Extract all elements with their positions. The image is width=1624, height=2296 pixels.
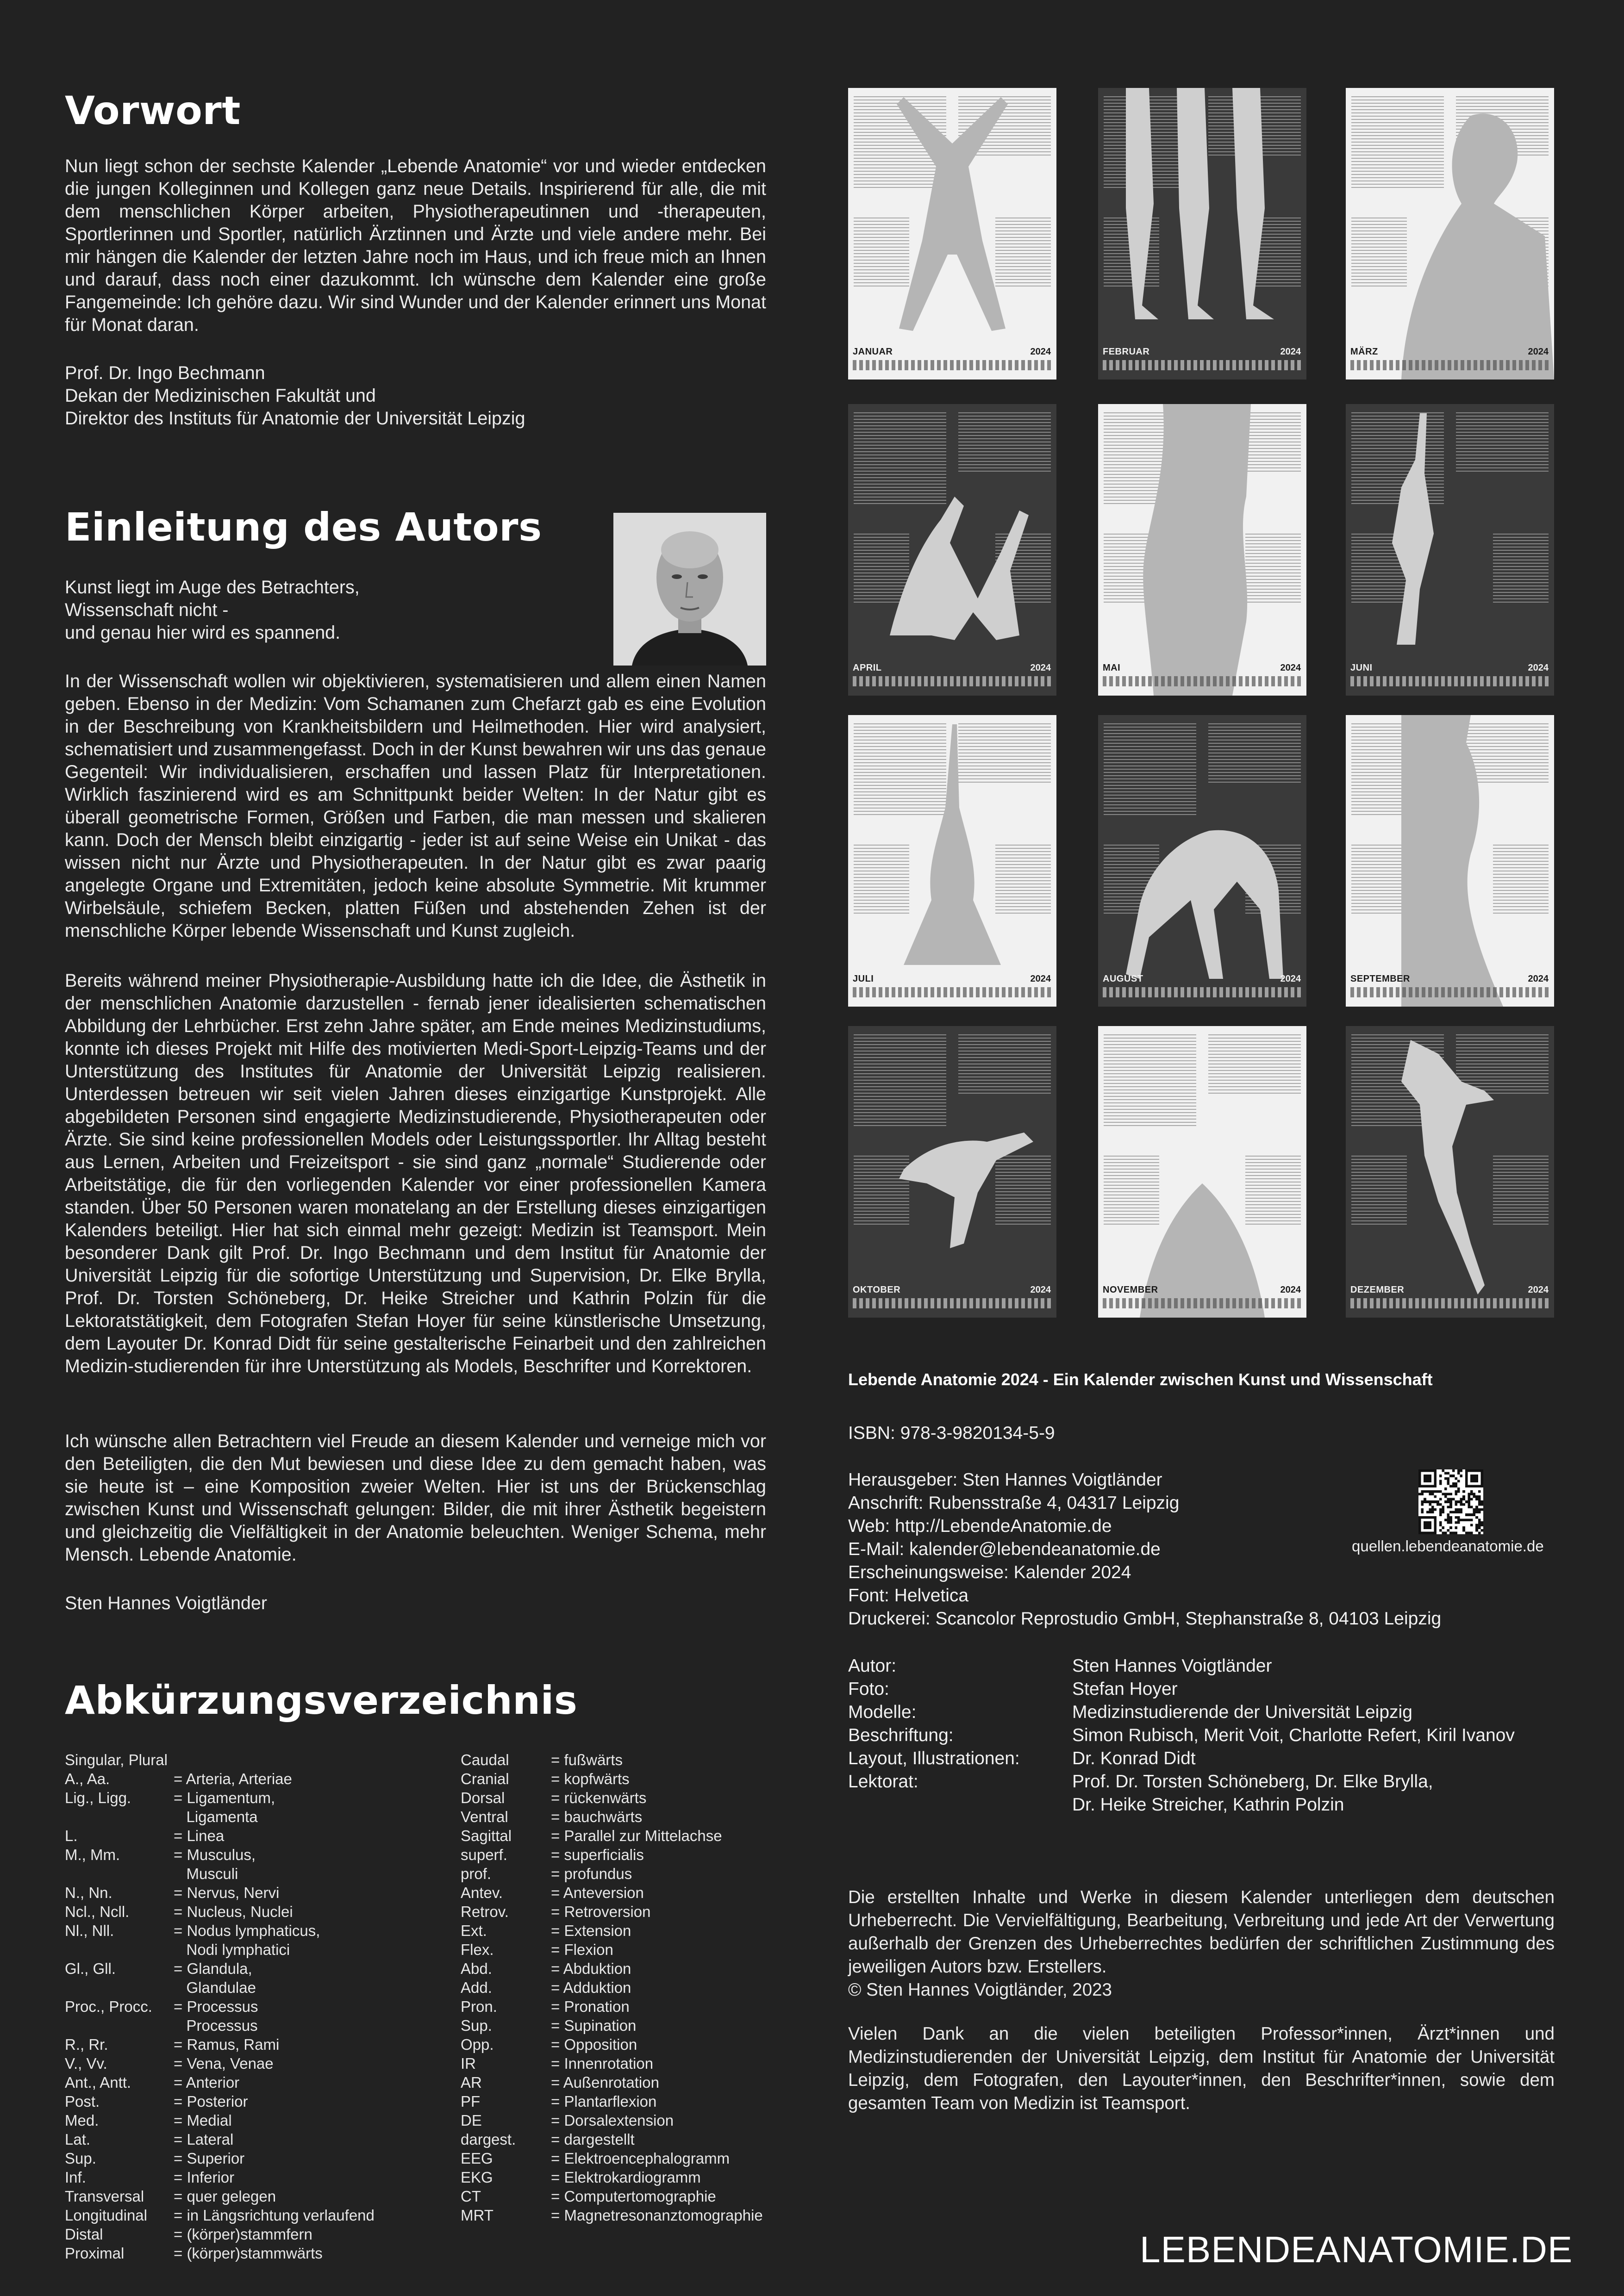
abbreviation-row: [65, 2225, 375, 2244]
website-wordmark[interactable]: LEBENDEANATOMIE.DE: [1140, 2229, 1573, 2270]
abbreviation-meaning: = Elektrokardiogramm: [551, 2169, 701, 2186]
abbreviation-row: [461, 1750, 763, 1769]
abbreviation: Transversal: [65, 2188, 144, 2205]
publisher-line: Herausgeber: Sten Hannes Voigtländer: [848, 1470, 1162, 1490]
calendar-page-januar: [848, 88, 1056, 380]
calendar-photo: [848, 1026, 1056, 1318]
abbreviation: Cranial: [461, 1770, 509, 1787]
qr-code[interactable]: [1418, 1469, 1483, 1534]
publisher-line: Erscheinungsweise: Kalender 2024: [848, 1562, 1131, 1582]
abbreviation-meaning: = Flexion: [551, 1941, 613, 1958]
abbreviation-row: [65, 2244, 375, 2263]
credit-value: Sten Hannes Voigtländer: [1072, 1656, 1272, 1676]
abbreviation: IR: [461, 2055, 476, 2072]
abbreviation: Opp.: [461, 2036, 494, 2053]
anatomy-figure: [1401, 114, 1554, 380]
credit-role: Beschriftung:: [848, 1725, 954, 1745]
calendar-page-april: [848, 404, 1056, 696]
abbreviation-meaning: = Superior: [174, 2150, 245, 2167]
abbreviation-row: [65, 1883, 375, 1902]
abbreviation-row: [461, 2130, 763, 2149]
abbreviation-row: [461, 2187, 763, 2206]
credit-row: [848, 1747, 1515, 1770]
abbreviation-row: [65, 1997, 375, 2035]
abbreviation-meaning: = dargestellt: [551, 2131, 635, 2148]
abbreviation: R., Rr.: [65, 2036, 108, 2053]
calendar-month-label: MAI: [1103, 663, 1121, 673]
abbreviation-row: [65, 1788, 375, 1826]
abbreviation-meaning: = Musculus, Musculi: [174, 1846, 256, 1882]
calendar-month-label: APRIL: [853, 663, 882, 673]
abbreviation-meaning: = fußwärts: [551, 1751, 623, 1768]
calendar-page-september: [1346, 715, 1554, 1007]
calendar-month-label: FEBRUAR: [1103, 347, 1150, 357]
abbreviation-meaning: = Dorsalextension: [551, 2112, 674, 2129]
credit-row: [848, 1724, 1515, 1747]
abbreviation-row: [461, 2092, 763, 2111]
anatomy-figure: [890, 497, 1029, 640]
abbreviation: N., Nn.: [65, 1884, 112, 1901]
vorwort-paragraph: Nun liegt schon der sechste Kalender „Lebende Anatomie“ vor und wieder entdecken die jungen Kolleginnen und Kollegen ganz neue Details. Inspirierend für alle, die mit dem menschlichen Körper arbeiten, Physiotherapeutinnen und -therapeuten, Sportlerinnen und Sportler, natürlich Ärztinnen und Ärzte und viele andere mehr. Bei mir hängen die Kalender der letzten Jahre noch im Haus, und ich freue mich an Ihnen und darauf, dass noch einer dazukommt. Ich wünsche dem Kalender eine große Fangemeinde: Ich gehöre dazu. Wir sind Wunder und der Kalender erinnert uns Monat für Monat daran.: [65, 156, 766, 335]
publisher-line: Web: http://LebendeAnatomie.de: [848, 1516, 1112, 1536]
calendar-year-label: 2024: [1280, 1285, 1301, 1295]
abbreviation-row: [461, 2149, 763, 2168]
vorwort-signature: [65, 362, 525, 430]
abbreviation: Ext.: [461, 1922, 487, 1939]
abbreviation: Proc., Procc.: [65, 1998, 152, 2015]
calendar-day-strip: [853, 360, 1052, 370]
calendar-day-strip: [1350, 987, 1549, 997]
credit-row: [848, 1655, 1515, 1678]
paragraph-text: Bereits während meiner Physiotherapie-Ausbildung hatte ich die Idee, die Ästhetik in der menschlichen Anatomie darzustellen - fernab jener idealisierten schematischen Abbildung der Lehrbücher. Erst zehn Jahre später, am Ende meines Medizinstudiums, konnte ich dieses Projekt mit Hilfe des motivierten Medi-Sport-Leipzig-Teams und der Unterstützung des Institutes für Anatomie der Universität Leipzig realisieren. Unterdessen betreuen wir seit vielen Jahren dieses einzigartige Kunstprojekt. Alle abgebildeten Personen sind engagierte Medizinstudierende, Physiotherapeuten oder Ärzte. Sie sind keine professionellen Models oder Leistungssportler. Ihr Alltag besteht aus Lernen, Arbeiten und Freizeitsport - sie sind ganz „normale“ Studierende oder Arbeitstätige, die für den vorliegenden Kalender vor einer professionellen Kamera standen. Über 50 Personen waren monatelang an der Erstellung dieses einzigartigen Kalenders beteiligt. Hier hat sich einmal mehr gezeigt: Medizin ist Teamsport. Mein besonderer Dank gilt Prof. Dr. Ingo Bechmann und dem Institut für Anatomie der Universität Leipzig für die sofortige Unterstützung und Supervision, Dr. Elke Brylla, Prof. Dr. Torsten Schöneberg, Dr. Heike Streicher und Kathrin Polzin für die Lektoratstätigkeit, dem Fotografen Stefan Hoyer für seine künstlerische Umsetzung, dem Layouter Dr. Konrad Didt für seine gestalterische Feinarbeit und den zahlreichen Medizin-studierenden für ihre Unterstützung als Models, Beschrifter und Korrektoren.: [65, 971, 766, 1376]
calendar-photo: [1346, 715, 1554, 1007]
calendar-day-strip: [853, 987, 1052, 997]
abbreviation-meaning: = Vena, Venae: [174, 2055, 274, 2072]
abbreviation-row: [461, 1883, 763, 1902]
publisher-line: E-Mail: kalender@lebendeanatomie.de: [848, 1539, 1161, 1559]
calendar-photo: [1098, 715, 1306, 1007]
abbreviation: Lat.: [65, 2131, 91, 2148]
calendar-year-label: 2024: [1280, 347, 1301, 357]
abbreviation-meaning: = Nucleus, Nuclei: [174, 1903, 293, 1920]
abbreviation-meaning: = Opposition: [551, 2036, 637, 2053]
credit-row: [848, 1701, 1515, 1724]
calendar-month-label: MÄRZ: [1350, 347, 1378, 357]
abbreviation-meaning: = Nervus, Nervi: [174, 1884, 280, 1901]
calendar-year-label: 2024: [1030, 347, 1051, 357]
abbreviation-meaning: = Lateral: [174, 2131, 234, 2148]
qr-code-label: quellen.lebendeanatomie.de: [1352, 1537, 1544, 1555]
abbreviation-row: [461, 2035, 763, 2054]
abbreviation-meaning: = (körper)stammwärts: [174, 2245, 323, 2262]
anatomy-figure: [904, 724, 1001, 965]
copyright-notice: [848, 1886, 1555, 2002]
abbreviation: Ncl., Ncll.: [65, 1903, 130, 1920]
abbreviation: M., Mm.: [65, 1846, 120, 1863]
abbreviation-meaning: = Ramus, Rami: [174, 2036, 280, 2053]
abbreviation-meaning: = profundus: [551, 1865, 632, 1882]
abbreviation: Gl., Gll.: [65, 1960, 116, 1977]
anatomy-figure: [1126, 88, 1274, 319]
abbreviation: PF: [461, 2093, 481, 2110]
abbreviation-row: [65, 1845, 375, 1883]
abbreviation-meaning: = Medial: [174, 2112, 232, 2129]
thanks-text: Vielen Dank an die vielen beteiligten Professor*innen, Ärzt*innen und Medizinstudierenden der Universität Leipzig, dem Institut für Anatomie der Universität Leipzig, dem Fotografen, den Layouter*innen, den Beschrifter*innen, sowie dem gesamten Team von Medizin ist Teamsport.: [848, 2024, 1555, 2113]
calendar-year-label: 2024: [1280, 974, 1301, 984]
abbreviation-header: Singular, Plural: [65, 1751, 168, 1768]
abbreviation-list-right: [461, 1750, 763, 2225]
abbreviation: Proximal: [65, 2245, 125, 2262]
abbreviation-meaning: = Arteria, Arteriae: [174, 1770, 292, 1787]
abbreviation-meaning: = Extension: [551, 1922, 631, 1939]
publisher-line: Druckerei: Scancolor Reprostudio GmbH, Stephanstraße 8, 04103 Leipzig: [848, 1609, 1442, 1629]
calendar-photo: [848, 88, 1056, 380]
abbreviation-row: [65, 2035, 375, 2054]
abbreviation: Sup.: [65, 2150, 96, 2167]
abbreviation-row: [65, 2130, 375, 2149]
credit-role: Layout, Illustrationen:: [848, 1748, 1020, 1768]
abbreviation-row: [65, 2111, 375, 2130]
einleitung-intro: [65, 576, 360, 644]
credit-role: Autor:: [848, 1656, 897, 1676]
signature-line: Direktor des Instituts für Anatomie der Universität Leipzig: [65, 408, 525, 429]
copyright-text: Die erstellten Inhalte und Werke in diesem Kalender unterliegen dem deutschen Urheberrecht. Die Vervielfältigung, Bearbeitung, Verbreitung und jede Art der Verwertung außerhalb der Grenzen des Urheberrechtes bedürfen der schriftlichen Zustimmung des jeweiligen Autors bzw. Erstellers.: [848, 1887, 1555, 1977]
abbreviation: Post.: [65, 2093, 100, 2110]
calendar-month-label: OKTOBER: [853, 1285, 901, 1295]
abbreviation-row: [65, 2073, 375, 2092]
anatomy-figure: [899, 1132, 1033, 1248]
calendar-photo: [848, 404, 1056, 696]
abbreviation: AR: [461, 2074, 482, 2091]
paragraph-text: In der Wissenschaft wollen wir objektivieren, systematisieren und allem einen Namen geben. Ebenso in der Medizin: Vom Schamanen zum Chefarzt gab es eine Evolution in der Beschreibung von Krankheitsbildern und Heilmethoden. Hier wird analysiert, schematisiert und zusammengefasst. Doch in der Kunst bewahren wir uns das genaue Gegenteil: Wir individualisieren, erschaffen und lassen Platz für Interpretationen. Wirklich faszinierend wird es am Schnittpunkt beider Welten: In der Natur gibt es überall geometrische Formen, Größen und Farben, die man messen und skalieren kann. Doch der Mensch bleibt einzigartig - jeder ist auf seine Weise ein Unikat - das wissen nicht nur Ärzte und Physiotherapeuten. In der Natur gibt es zwar paarig angelegte Organe und Extremitäten, jedoch keine absolute Symmetrie. Mit krummer Wirbelsäule, schiefem Becken, platten Füßen und abstehenden Zehen ist der menschliche Körper lebende Wissenschaft und Kunst zugleich.: [65, 671, 766, 941]
abbreviation-meaning: = Parallel zur Mittelachse: [551, 1827, 722, 1844]
abbreviation-row: [461, 2206, 763, 2225]
abbreviation-row: [461, 1845, 763, 1864]
intro-line: und genau hier wird es spannend.: [65, 622, 341, 643]
calendar-photo: [1346, 88, 1554, 380]
credit-value: Stefan Hoyer: [1072, 1679, 1178, 1699]
abbreviation-row: [65, 1826, 375, 1845]
abbreviation-meaning: = superficialis: [551, 1846, 644, 1863]
calendar-month-label: SEPTEMBER: [1350, 974, 1410, 984]
credit-role: [848, 1793, 1072, 1817]
abbreviation-meaning: = Computertomographie: [551, 2188, 716, 2205]
abbreviation: Add.: [461, 1979, 492, 1996]
calendar-month-label: AUGUST: [1103, 974, 1143, 984]
abbreviation-row: [65, 2092, 375, 2111]
einleitung-paragraph-2: [65, 970, 766, 1378]
abbreviation-row: [461, 1997, 763, 2016]
abbreviation-row: [461, 1902, 763, 1921]
anatomy-figure: [897, 97, 1008, 331]
calendar-month-label: DEZEMBER: [1350, 1285, 1405, 1295]
abbreviation: Dorsal: [461, 1789, 505, 1806]
calendar-page-juli: [848, 715, 1056, 1007]
credit-value: Dr. Heike Streicher, Kathrin Polzin: [1072, 1795, 1344, 1815]
abbreviation: Inf.: [65, 2169, 86, 2186]
abbreviation-row: [65, 1902, 375, 1921]
abbreviation-meaning: = Adduktion: [551, 1979, 631, 1996]
abbreviation-row: [65, 2149, 375, 2168]
signature-line: Prof. Dr. Ingo Bechmann: [65, 363, 265, 383]
abbreviation-row: [461, 1959, 763, 1978]
abbreviation: Pron.: [461, 1998, 497, 2015]
anatomy-figure: [1140, 1183, 1265, 1318]
abbreviation-row: [461, 1807, 763, 1826]
author-portrait-photo: [613, 513, 766, 666]
abbreviation-row: [461, 2111, 763, 2130]
abbreviation: prof.: [461, 1865, 492, 1882]
abbreviation: Longitudinal: [65, 2207, 147, 2224]
einleitung-paragraph-3: [65, 1430, 766, 1566]
calendar-month-label: JUNI: [1350, 663, 1373, 673]
abbreviation-row: [461, 1826, 763, 1845]
calendar-page-november: [1098, 1026, 1306, 1318]
abbreviation-row: [461, 2168, 763, 2187]
credit-role: Modelle:: [848, 1702, 917, 1722]
credit-value: Medizinstudierende der Universität Leipzig: [1072, 1702, 1412, 1722]
calendar-year-label: 2024: [1528, 347, 1549, 357]
abbreviation: Lig., Ligg.: [65, 1789, 131, 1806]
einleitung-heading: Einleitung des Autors: [65, 504, 542, 550]
calendar-page-februar: [1098, 88, 1306, 380]
abbreviation-row: [461, 1978, 763, 1997]
calendar-photo: [1098, 88, 1306, 380]
abbreviation-meaning: = Pronation: [551, 1998, 630, 2015]
calendar-page-dezember: [1346, 1026, 1554, 1318]
calendar-photo: [1098, 404, 1306, 696]
abbreviation: EEG: [461, 2150, 493, 2167]
abbreviation-list-left: [65, 1750, 375, 2263]
abbreviation-meaning: = Linea: [174, 1827, 225, 1844]
credit-role: Lektorat:: [848, 1772, 918, 1792]
abbreviation-meaning: = Ligamentum, Ligamenta: [174, 1789, 275, 1825]
credits-table: [848, 1655, 1515, 1817]
anatomy-figure: [1126, 830, 1283, 979]
credit-row: [848, 1678, 1515, 1701]
abbreviation-meaning: = Processus Processus: [174, 1998, 258, 2034]
abbreviation: Antev.: [461, 1884, 503, 1901]
abbreviation: Retrov.: [461, 1903, 509, 1920]
abbreviation: Flex.: [461, 1941, 494, 1958]
abbreviation: A., Aa.: [65, 1770, 110, 1787]
intro-line: Kunst liegt im Auge des Betrachters,: [65, 577, 360, 597]
calendar-year-label: 2024: [1528, 663, 1549, 673]
credit-value: Dr. Konrad Didt: [1072, 1748, 1196, 1768]
calendar-page-juni: [1346, 404, 1554, 696]
abbreviation-meaning: = rückenwärts: [551, 1789, 647, 1806]
abbreviation-meaning: = Magnetresonanztomographie: [551, 2207, 763, 2224]
calendar-month-label: NOVEMBER: [1103, 1285, 1158, 1295]
calendar-year-label: 2024: [1030, 1285, 1051, 1295]
abbreviation-row: [461, 2054, 763, 2073]
calendar-day-strip: [1350, 1298, 1549, 1308]
abbreviation-row: [65, 2168, 375, 2187]
calendar-photo: [848, 715, 1056, 1007]
abbreviation-meaning: = Anteversion: [551, 1884, 644, 1901]
calendar-photo: [1346, 404, 1554, 696]
abbreviation: V., Vv.: [65, 2055, 107, 2072]
calendar-photo: [1098, 1026, 1306, 1318]
anatomy-figure: [1401, 1040, 1494, 1294]
abbreviation-row: [65, 1921, 375, 1959]
calendar-day-strip: [1103, 987, 1302, 997]
calendar-day-strip: [1103, 676, 1302, 686]
isbn: ISBN: 978-3-9820134-5-9: [848, 1423, 1055, 1443]
abbreviation-meaning: = Glandula, Glandulae: [174, 1960, 256, 1996]
abbreviation-row: [65, 2187, 375, 2206]
abbreviation: Caudal: [461, 1751, 509, 1768]
abbreviation-row: [65, 2054, 375, 2073]
abbreviation-meaning: = Außenrotation: [551, 2074, 659, 2091]
abbreviation-row: [461, 1921, 763, 1940]
calendar-page-oktober: [848, 1026, 1056, 1318]
copyright-line: © Sten Hannes Voigtländer, 2023: [848, 1980, 1112, 2000]
abbreviation: CT: [461, 2188, 481, 2205]
abbreviation: dargest.: [461, 2131, 516, 2148]
abbreviation: Abd.: [461, 1960, 492, 1977]
abbreviation-meaning: = Abduktion: [551, 1960, 631, 1977]
anatomy-figure: [1143, 404, 1251, 696]
abkuerzungen-heading: Abkürzungsverzeichnis: [65, 1678, 578, 1723]
abbreviation-row: [461, 2016, 763, 2035]
einleitung-paragraph-1: [65, 670, 766, 942]
calendar-day-strip: [1350, 676, 1549, 686]
credit-value: Prof. Dr. Torsten Schöneberg, Dr. Elke Brylla,: [1072, 1772, 1433, 1792]
calendar-day-strip: [1103, 360, 1302, 370]
author-signature: Sten Hannes Voigtländer: [65, 1593, 268, 1613]
abbreviation-meaning: = bauchwärts: [551, 1808, 643, 1825]
abbreviation-meaning: = Posterior: [174, 2093, 248, 2110]
abbreviation: Ventral: [461, 1808, 508, 1825]
abbreviation-meaning: = Plantarflexion: [551, 2093, 657, 2110]
calendar-day-strip: [853, 1298, 1052, 1308]
abbreviation: Sup.: [461, 2017, 492, 2034]
abbreviation: Ant., Antt.: [65, 2074, 131, 2091]
abbreviation-meaning: = Anterior: [174, 2074, 240, 2091]
abbreviation-meaning: = Inferior: [174, 2169, 235, 2186]
abbreviation-row: [461, 1788, 763, 1807]
vorwort-text: [65, 155, 766, 336]
abbreviation: superf.: [461, 1846, 507, 1863]
abbreviation: EKG: [461, 2169, 493, 2186]
abbreviation: Sagittal: [461, 1827, 512, 1844]
calendar-month-label: JULI: [853, 974, 874, 984]
anatomy-figure: [1392, 413, 1434, 645]
abbreviation-row: [461, 2073, 763, 2092]
abbreviation: Distal: [65, 2226, 103, 2243]
abbreviation-meaning: = Elektroencephalogramm: [551, 2150, 730, 2167]
calendar-preview-grid: [848, 88, 1555, 1324]
abbreviation-meaning: = Innenrotation: [551, 2055, 654, 2072]
calendar-page-mai: [1098, 404, 1306, 696]
abbreviation-row: [461, 1769, 763, 1788]
paragraph-text: Ich wünsche allen Betrachtern viel Freude an diesem Kalender und verneige mich vor den Beteiligten, die den Mut bewiesen und diese Idee zu dem gemacht haben, was sie heute ist – eine Komposition zweier Welten. Hier ist uns der Brückenschlag zwischen Kunst und Wissenschaft gelungen: Bilder, die mit ihrer Ästhetik begeistern und gleichzeitig die Vielfältigkeit in der Anatomie beleuchten. Weniger Schema, mehr Mensch. Lebende Anatomie.: [65, 1431, 766, 1565]
calendar-day-strip: [1350, 360, 1549, 370]
calendar-month-label: JANUAR: [853, 347, 893, 357]
abbreviation-meaning: = Retroversion: [551, 1903, 651, 1920]
calendar-info-title: Lebende Anatomie 2024 - Ein Kalender zwischen Kunst und Wissenschaft: [848, 1370, 1433, 1389]
abbreviation-meaning: = in Längsrichtung verlaufend: [174, 2207, 375, 2224]
calendar-year-label: 2024: [1528, 974, 1549, 984]
calendar-day-strip: [853, 676, 1052, 686]
calendar-year-label: 2024: [1030, 974, 1051, 984]
abbreviation-row: [65, 2206, 375, 2225]
thanks-notice: [848, 2022, 1555, 2115]
publisher-line: Anschrift: Rubensstraße 4, 04317 Leipzig: [848, 1493, 1180, 1513]
abbreviation-meaning: = kopfwärts: [551, 1770, 630, 1787]
abbreviation-meaning: = (körper)stammfern: [174, 2226, 312, 2243]
calendar-year-label: 2024: [1528, 1285, 1549, 1295]
abbreviation-row: [65, 1959, 375, 1997]
calendar-photo: [1346, 1026, 1554, 1318]
abbreviation-row: [65, 1769, 375, 1788]
signature-line: Dekan der Medizinischen Fakultät und: [65, 386, 376, 406]
abbreviation: Med.: [65, 2112, 99, 2129]
calendar-page-märz: [1346, 88, 1554, 380]
anatomy-figure: [1401, 715, 1503, 1007]
abbreviation: DE: [461, 2112, 482, 2129]
calendar-day-strip: [1103, 1298, 1302, 1308]
calendar-year-label: 2024: [1030, 663, 1051, 673]
vorwort-heading: Vorwort: [65, 88, 241, 133]
abbreviation: Nl., Nll.: [65, 1922, 114, 1939]
credit-row: [848, 1793, 1515, 1817]
abbreviation-meaning: = quer gelegen: [174, 2188, 276, 2205]
calendar-year-label: 2024: [1280, 663, 1301, 673]
abbreviation-row: [461, 1940, 763, 1959]
abbreviation-meaning: = Supination: [551, 2017, 637, 2034]
publisher-line: Font: Helvetica: [848, 1586, 969, 1605]
credit-role: Foto:: [848, 1679, 889, 1699]
credit-row: [848, 1770, 1515, 1793]
abbreviation-row: [461, 1864, 763, 1883]
calendar-page-august: [1098, 715, 1306, 1007]
abbreviation: MRT: [461, 2207, 493, 2224]
intro-line: Wissenschaft nicht -: [65, 600, 229, 620]
abbreviation-meaning: = Nodus lymphaticus, Nodi lymphatici: [174, 1922, 320, 1958]
credit-value: Simon Rubisch, Merit Voit, Charlotte Refert, Kiril Ivanov: [1072, 1725, 1515, 1745]
abbreviation: L.: [65, 1827, 78, 1844]
